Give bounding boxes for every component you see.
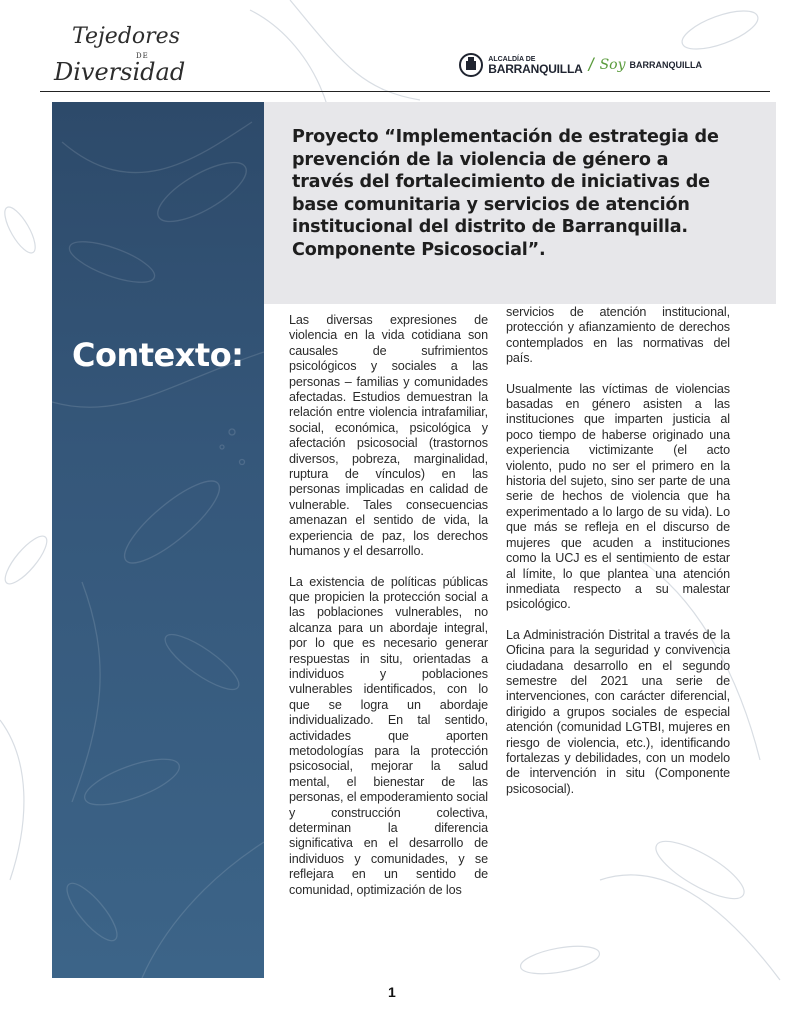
soy-label: Soy bbox=[599, 57, 626, 73]
alcaldia-shield-icon bbox=[458, 52, 484, 78]
paragraph: Usualmente las víctimas de violencias basadas en género asisten a las instituciones que imparten justicia al poco tiempo de haberse originado una experiencia victimizante (el acto violento, pudo no ser el primero en la historia del sujeto, sino ser parte de una serie de hechos de violencia que ha experimentado a lo largo de su vida). Lo que más se refleja en el discurso de mujeres que acuden a instituciones como la UCJ es el sentimiento de estar al límite, lo que plantea una atención inmediata respecto a su malestar psicológico. bbox=[506, 381, 730, 612]
sidebar-panel bbox=[52, 102, 264, 978]
section-heading: Contexto: bbox=[72, 336, 244, 374]
soy-barranquilla-label: BARRANQUILLA bbox=[629, 60, 702, 70]
logo-separator: / bbox=[588, 54, 594, 75]
alcaldia-small-label: ALCALDÍA DE bbox=[488, 55, 536, 63]
logo-line-1: Tejedores bbox=[72, 24, 180, 49]
alcaldia-logo-text bbox=[488, 56, 582, 75]
paragraph: servicios de atención institucional, protección y afianzamiento de derechos contemplados en las normativas del país. bbox=[506, 305, 730, 366]
sidebar-leaves-decoration bbox=[52, 102, 264, 978]
page-title: Proyecto “Implementación de estrategia de prevención de la violencia de género a través del fortalecimiento de iniciativas de base comunitaria y servicios de atención institucional del distrito de Barranquilla. Componente Psicosocial”. bbox=[292, 127, 719, 260]
left-text-column bbox=[289, 313, 488, 913]
title-box bbox=[264, 102, 776, 304]
right-text-column bbox=[506, 305, 730, 812]
logo-line-2: DE bbox=[136, 52, 149, 60]
paragraph: La Administración Distrital a través de la Oficina para la seguridad y convivencia ciudadana desarrollo en el segundo semestre del 2021 una serie de intervenciones, con carácter diferencial, dirigido a grupos sociales de especial atención (comunidad LGTBI, mujeres en riesgo de violencia, etc.), identificando fortalezas y debilidades, con un modelo de intervención in situ (Componente psicosocial). bbox=[506, 627, 730, 796]
alcaldia-big-label: BARRANQUILLA bbox=[488, 61, 583, 76]
paragraph: La existencia de políticas públicas que propicien la protección social a las poblaciones vulnerables, no alcanza para un abordaje integral, por lo que es necesario generar respuestas in situ, orientadas a individuos y poblaciones vulnerables identificados, con lo que se logra un abordaje individualizado. En tal sentido, actividades que aporten metodologías para la protección psicosocial, mejorar la salud mental, el bienestar de las personas, el empoderamiento social y construcción colectiva, determinan la diferencia significativa en el desarrollo de individuos y comunidades, y se reflejara en un sentido de comunidad, optimización de los bbox=[289, 574, 488, 897]
header-divider bbox=[40, 91, 770, 92]
logo-line-3: Diversidad bbox=[54, 58, 186, 86]
page-number: 1 bbox=[388, 984, 396, 1000]
paragraph: Las diversas expresiones de violencia en la vida cotidiana son causales de sufrimientos psicológicos y sociales a las personas – familias y comunidades afectadas. Estudios demuestran la relación entre violencia intrafamiliar, social, económica, psicológica y afectación psicosocial (trastornos diversos, pobreza, marginalidad, ruptura de vínculos) en las personas implicadas en calidad de vulnerable. Tales consecuencias amenazan el sentido de vida, la experiencia de paz, los derechos humanos y el desarrollo. bbox=[289, 313, 488, 559]
tejedores-de-diversidad-logo bbox=[40, 22, 210, 90]
partner-logos bbox=[458, 52, 702, 78]
